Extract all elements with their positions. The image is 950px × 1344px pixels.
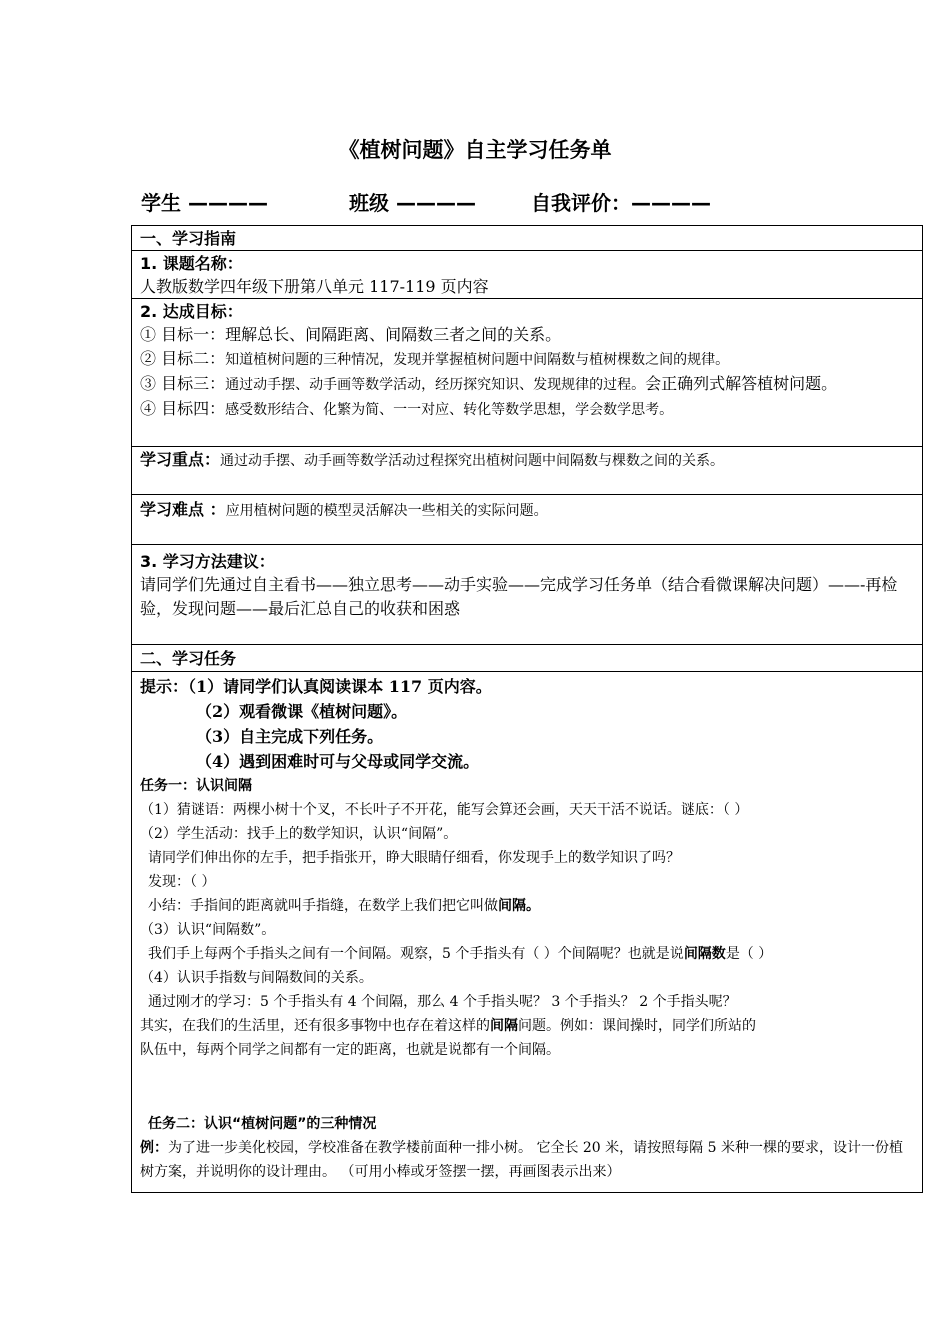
task1-riddle: （1）猜谜语：两棵小树十个叉，不长叶子不开花，能写会算还会画，天天干活不说话。谜底：（ ）: [140, 802, 749, 818]
goals-cell: [132, 299, 922, 447]
task1-life-cont: 队伍中，每两个同学之间都有一定的距离，也就是说都有一个间隔。: [140, 1042, 560, 1058]
method-label: 3. 学习方法建议：: [140, 552, 275, 571]
task1-discovery: 发现：（ ）: [148, 874, 216, 890]
topic-cell: [132, 251, 922, 299]
tip-line-4: （4）遇到困难时可与父母或同学交流。: [196, 752, 480, 771]
self-eval-field: 自我评价：————: [531, 191, 711, 215]
task1-relation: （4）认识手指数与间隔数间的关系。: [140, 970, 373, 986]
task1-summary: 小结：手指间的距离就叫手指缝，在数学上我们把它叫做间隔。: [148, 898, 540, 914]
topic-label: 1. 课题名称：: [140, 254, 243, 273]
key-point-text: 通过动手摆、动手画等数学活动过程探究出植树问题中间隔数与棵数之间的关系。: [220, 453, 725, 469]
task1-question: 通过刚才的学习：5 个手指头有 4 个间隔，那么 4 个手指头呢？ 3 个手指头？ 2 个手指头呢？: [148, 994, 737, 1010]
spacer: [140, 1062, 914, 1112]
goals-label: 2. 达成目标：: [140, 302, 243, 321]
topic-text: 人教版数学四年级下册第八单元 117-119 页内容: [140, 277, 489, 296]
task2-title: 任务二：认识“植树问题”的三种情况: [148, 1116, 377, 1132]
task-cell: [132, 672, 922, 1192]
method-cell: [132, 545, 922, 645]
tip-line-1: 提示：（1）请同学们认真阅读课本 117 页内容。: [140, 677, 492, 696]
tip-line-3: （3）自主完成下列任务。: [196, 727, 384, 746]
task1-interval-count: （3）认识“间隔数”。: [140, 922, 276, 938]
goal-4: ④ 目标四：感受数形结合、化繁为简、一一对应、转化等数学思想，学会数学思考。: [140, 399, 674, 418]
key-point-label: 学习重点：: [140, 450, 221, 469]
difficulty-text: 应用植树问题的模型灵活解决一些相关的实际问题。: [225, 503, 548, 519]
section-heading: 一、学习指南: [132, 226, 922, 251]
student-field: 学生 ————: [141, 191, 268, 215]
difficulty-cell: [132, 495, 922, 545]
task1-instruction: 请同学们伸出你的左手，把手指张开，睁大眼睛仔细看，你发现手上的数学知识了吗？: [148, 850, 680, 866]
goal-1: ① 目标一：理解总长、间隔距离、间隔数三者之间的关系。: [140, 325, 562, 344]
section-heading-2: 二、学习任务: [132, 645, 922, 672]
task-table: [131, 225, 923, 1193]
task1-title: 任务一：认识间隔: [140, 778, 252, 794]
student-info-line: [141, 187, 711, 216]
task1-observe: 我们手上每两个手指头之间有一个间隔。观察，5 个手指头有（ ）个间隔呢？也就是说间隔数是（ ）: [148, 946, 773, 962]
page-title: 《植树问题》自主学习任务单: [338, 138, 612, 162]
goal-2: ② 目标二：知道植树问题的三种情况，发现并掌握植树问题中间隔数与植树棵数之间的规律。: [140, 349, 730, 368]
key-point-cell: [132, 447, 922, 495]
method-text: 请同学们先通过自主看书——独立思考——动手实验——完成学习任务单（结合看微课解决问题）——-再检验，发现问题——最后汇总自己的收获和困惑: [140, 575, 898, 618]
tip-line-2: （2）观看微课《植树问题》。: [196, 702, 408, 721]
class-field: 班级 ————: [349, 191, 476, 215]
task1-activity: （2）学生活动：找手上的数学知识，认识“间隔”。: [140, 826, 458, 842]
goal-3: ③ 目标三：通过动手摆、动手画等数学活动，经历探究知识、发现规律的过程。会正确列式解答植树问题。: [140, 374, 838, 393]
task1-life: 其实，在我们的生活里，还有很多事物中也存在着这样的间隔问题。例如：课间操时，同学们所站的: [140, 1018, 756, 1034]
difficulty-label: 学习难点 ：: [140, 500, 226, 519]
task2-example: 例：为了进一步美化校园，学校准备在教学楼前面种一排小树。 它全长 20 米，请按照每隔 5 米种一棵的要求，设计一份植树方案，并说明你的设计理由。 （可用小棒或牙签摆一摆，再画图表示出来）: [140, 1140, 903, 1180]
